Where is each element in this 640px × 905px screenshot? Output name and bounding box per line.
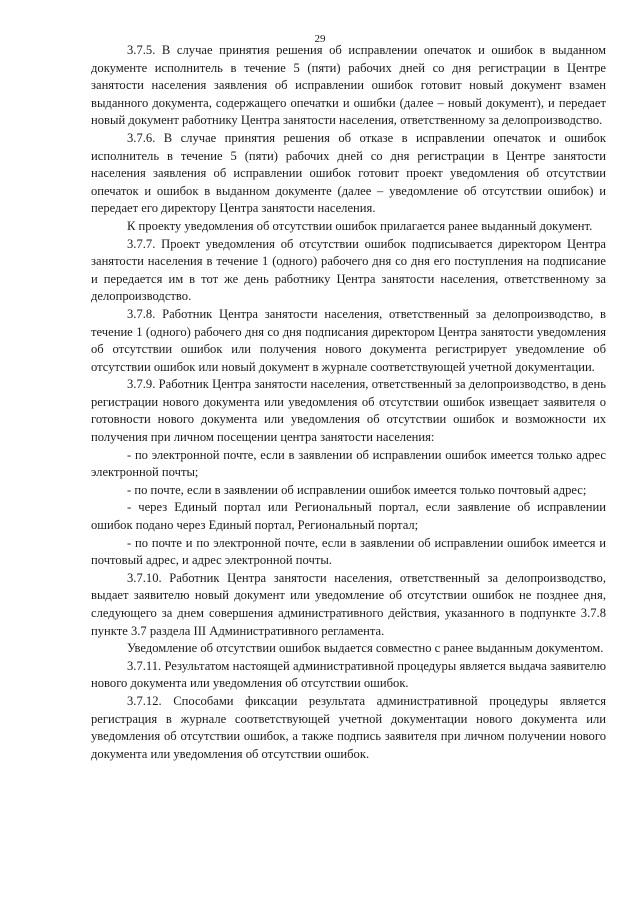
- paragraph-attachment-note: К проекту уведомления об отсутствии ошибок прилагается ранее выданный документ.: [127, 218, 593, 233]
- paragraph-3-7-6: 3.7.6. В случае принятия решения об отказе в исправлении опечаток и ошибок исполнитель в течение 5 (пяти) рабочих дней со дня регистрации в Центре занятости населения заявления об исправлении ошибок готовит проект уведомления об отсутствии опечаток и ошибок в выданном документе (далее – уведомление об отсутствии ошибок) и передает его директору Центра занятости населения.: [91, 130, 606, 216]
- paragraph-3-7-9: 3.7.9. Работник Центра занятости населения, ответственный за делопроизводство, в день регистрации нового документа или уведомления об отсутствии ошибок извещает заявителя о готовности нового документа или уведомления об отсутствии ошибок и возможности их получения при личном посещении центра занятости населения:: [91, 377, 606, 445]
- paragraph-3-7-11: 3.7.11. Результатом настоящей административной процедуры является выдача заявителю нового документа или уведомления об отсутствии ошибок.: [91, 658, 606, 691]
- paragraph-3-7-12: 3.7.12. Способами фиксации результата административной процедуры является регистрация в журнале соответствующей учетной документации нового документа или уведомления об отсутствии ошибок, а также подпись заявителя при личном получении нового документа или уведомления об отсутствии ошибок.: [91, 693, 606, 761]
- paragraph-3-7-10: 3.7.10. Работник Центра занятости населения, ответственный за делопроизводство, выдает заявителю новый документ или уведомление об отсутствии ошибок не позднее дня, следующего за днем совершения административного действия, указанного в подпункте 3.7.8 пункте 3.7 раздела III Административного регламента.: [91, 570, 606, 638]
- list-item-post: - по почте, если в заявлении об исправлении ошибок имеется только почтовый адрес;: [127, 482, 587, 497]
- paragraph-3-7-7: 3.7.7. Проект уведомления об отсутствии ошибок подписывается директором Центра занятости населения в течение 1 (одного) рабочего дня со дня его поступления на подписание и передается им в тот же день работнику Центра занятости населения, ответственному за делопроизводство.: [91, 236, 606, 304]
- list-item-email: - по электронной почте, если в заявлении об исправлении ошибок имеется только адрес электронной почты;: [91, 447, 606, 480]
- document-body: [91, 42, 606, 763]
- list-item-portal: - через Единый портал или Региональный портал, если заявление об исправлении ошибок подано через Единый портал, Региональный портал;: [91, 500, 606, 533]
- list-item-post-and-email: - по почте и по электронной почте, если в заявлении об исправлении ошибок имеется и почтовый адрес, и адрес электронной почты.: [91, 535, 606, 568]
- page-number: 29: [314, 33, 326, 45]
- paragraph-3-7-8: 3.7.8. Работник Центра занятости населения, ответственный за делопроизводство, в течение 1 (одного) рабочего дня со дня подписания директором Центра занятости уведомления об отсутствии ошибок или получения нового документа регистрирует уведомление об отсутствии ошибок или новый документ в журнале соответствующей учетной документации.: [91, 306, 606, 374]
- paragraph-issue-note: Уведомление об отсутствии ошибок выдается совместно с ранее выданным документом.: [127, 641, 604, 656]
- paragraph-3-7-5: 3.7.5. В случае принятия решения об исправлении опечаток и ошибок в выданном документе исполнитель в течение 5 (пяти) рабочих дней со дня регистрации в Центре занятости населения заявления об исправлении ошибок готовит новый документ взамен выданного документа, содержащего опечатки и ошибки (далее – новый документ), и передает новый документ работнику Центра занятости населения, ответственному за делопроизводство.: [91, 43, 606, 128]
